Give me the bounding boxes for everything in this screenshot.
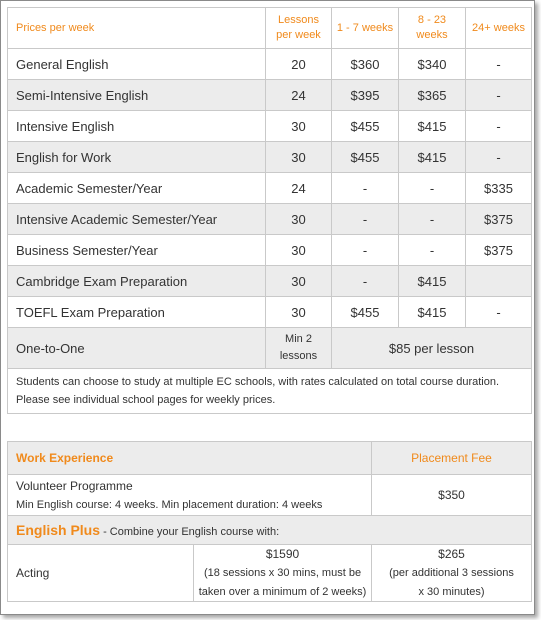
note-line2: Please see individual school pages for weekly prices. (16, 394, 276, 406)
price-24 (466, 266, 532, 297)
table-row (8, 235, 532, 266)
acting-price-2 (372, 545, 532, 602)
min-lessons-line2: lessons (279, 350, 318, 362)
acting-label: Acting (8, 545, 194, 602)
price-8-23: $415 (399, 142, 466, 173)
price-2-note-line2: x 30 minutes) (418, 586, 485, 598)
course-name: Semi-Intensive English (8, 80, 266, 111)
price-1-7: $455 (332, 297, 399, 328)
price-24: $375 (466, 204, 532, 235)
one-to-one-row (8, 328, 532, 369)
price-24: $335 (466, 173, 532, 204)
english-plus-header (8, 516, 532, 545)
header-8-23-weeks (399, 8, 466, 49)
header-lessons-per-week (266, 8, 332, 49)
price-8-23: $415 (399, 266, 466, 297)
lessons-value: 30 (266, 266, 332, 297)
table-header-row (8, 8, 532, 49)
course-name: Academic Semester/Year (8, 173, 266, 204)
note-line1: Students can choose to study at multiple EC schools, with rates calculated on total course duration. (16, 376, 500, 388)
price-1-7: - (332, 173, 399, 204)
price-24: - (466, 80, 532, 111)
table-row (8, 80, 532, 111)
one-to-one-price: $85 per lesson (332, 328, 532, 369)
price-8-23: - (399, 235, 466, 266)
course-name: English for Work (8, 142, 266, 173)
course-name: Cambridge Exam Preparation (8, 266, 266, 297)
lessons-value: 24 (266, 173, 332, 204)
price-8-23: $340 (399, 49, 466, 80)
course-name: Intensive English (8, 111, 266, 142)
lessons-value: 30 (266, 204, 332, 235)
english-plus-header-row (8, 516, 532, 545)
price-8-23: $365 (399, 80, 466, 111)
header-8-23-line1: 8 - 23 (417, 14, 447, 26)
lessons-value: 20 (266, 49, 332, 80)
lessons-value: 30 (266, 142, 332, 173)
header-1-7-weeks: 1 - 7 weeks (332, 8, 399, 49)
table-row (8, 49, 532, 80)
english-plus-subtitle: - Combine your English course with: (100, 526, 280, 538)
header-lessons-line1: Lessons (278, 14, 319, 26)
price-24: - (466, 142, 532, 173)
price-1-7: - (332, 204, 399, 235)
header-8-23-line2: weeks (416, 29, 448, 41)
course-name: One-to-One (8, 328, 266, 369)
price-1-7: $360 (332, 49, 399, 80)
min-lessons-line1: Min 2 (285, 333, 312, 345)
price-1-7: - (332, 235, 399, 266)
price-1-note-line1: (18 sessions x 30 mins, must be (203, 567, 362, 579)
table-row (8, 297, 532, 328)
lessons-value: 24 (266, 80, 332, 111)
price-24: - (466, 49, 532, 80)
work-experience-title: Work Experience (8, 442, 372, 475)
prices-table (7, 7, 532, 414)
price-8-23: - (399, 204, 466, 235)
course-name: General English (8, 49, 266, 80)
header-lessons-line2: per week (276, 29, 321, 41)
lessons-value (266, 328, 332, 369)
header-24-weeks: 24+ weeks (466, 8, 532, 49)
volunteer-cell (8, 475, 372, 516)
work-experience-header-row (8, 442, 532, 475)
price-1-7: $395 (332, 80, 399, 111)
price-8-23: $415 (399, 111, 466, 142)
table-row (8, 204, 532, 235)
price-2-note-line1: (per additional 3 sessions (389, 567, 514, 579)
price-24: $375 (466, 235, 532, 266)
volunteer-requirements: Min English course: 4 weeks. Min placement duration: 4 weeks (16, 498, 323, 511)
price-8-23: $415 (399, 297, 466, 328)
lessons-value: 30 (266, 297, 332, 328)
pricing-note (8, 369, 532, 414)
acting-row (8, 545, 532, 602)
lessons-value: 30 (266, 235, 332, 266)
note-row (8, 369, 532, 414)
price-1-7: $455 (332, 142, 399, 173)
table-row (8, 173, 532, 204)
english-plus-title: English Plus (16, 522, 101, 538)
extras-table (7, 441, 532, 602)
volunteer-programme: Volunteer Programme (16, 478, 133, 493)
acting-price-1 (194, 545, 372, 602)
volunteer-fee: $350 (372, 475, 532, 516)
price-2-value: $265 (438, 547, 465, 561)
lessons-value: 30 (266, 111, 332, 142)
placement-fee-label: Placement Fee (372, 442, 532, 475)
price-1-note-line2: taken over a minimum of 2 weeks) (198, 586, 367, 598)
price-24: - (466, 111, 532, 142)
course-name: TOEFL Exam Preparation (8, 297, 266, 328)
price-8-23: - (399, 173, 466, 204)
course-name: Intensive Academic Semester/Year (8, 204, 266, 235)
table-row (8, 266, 532, 297)
header-prices-per-week: Prices per week (8, 8, 266, 49)
table-row (8, 111, 532, 142)
price-1-value: $1590 (265, 547, 300, 561)
price-1-7: $455 (332, 111, 399, 142)
price-1-7: - (332, 266, 399, 297)
volunteer-row (8, 475, 532, 516)
price-24: - (466, 297, 532, 328)
course-name: Business Semester/Year (8, 235, 266, 266)
table-row (8, 142, 532, 173)
